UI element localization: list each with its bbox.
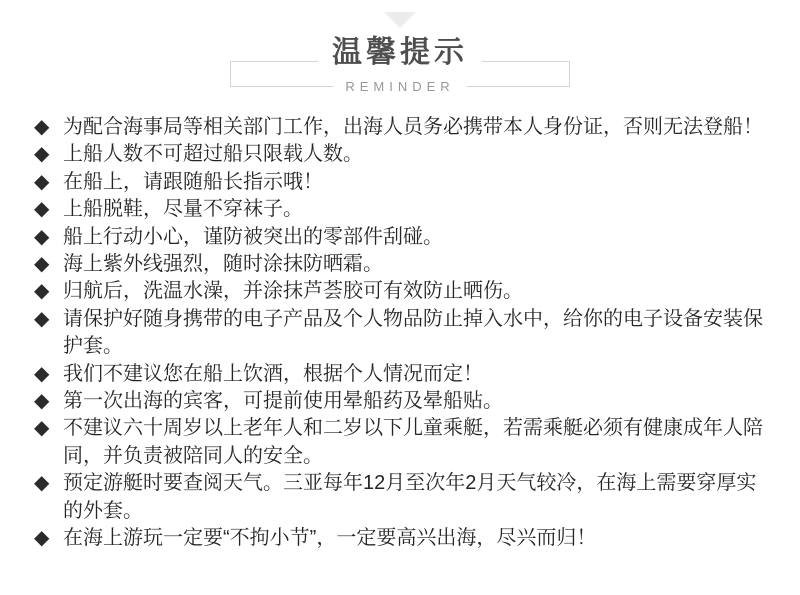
diamond-bullet-icon: ◆	[34, 472, 50, 495]
diamond-bullet-icon: ◆	[34, 307, 50, 330]
tip-item	[34, 224, 766, 251]
tip-text: 第一次出海的宾客，可提前使用晕船药及晕船贴。	[63, 390, 503, 413]
tip-text: 上船脱鞋，尽量不穿袜子。	[63, 198, 303, 221]
tip-item	[34, 196, 766, 223]
tip-item	[34, 470, 766, 525]
diamond-bullet-icon: ◆	[34, 170, 50, 193]
tip-text: 海上紫外线强烈，随时涂抹防晒霜。	[63, 253, 383, 276]
page-subtitle: REMINDER	[333, 80, 466, 93]
diamond-bullet-icon: ◆	[34, 362, 50, 385]
diamond-bullet-icon: ◆	[34, 527, 50, 550]
tip-text: 在船上，请跟随船长指示哦！	[63, 170, 323, 193]
tip-item	[34, 415, 766, 470]
tip-text: 归航后，洗温水澡，并涂抹芦荟胶可有效防止晒伤。	[63, 280, 523, 303]
tip-item	[34, 388, 766, 415]
page-title: 温馨提示	[318, 38, 482, 68]
header-title-frame	[230, 36, 570, 94]
tip-text: 预定游艇时要查阅天气。三亚每年12月至次年2月天气较冷，在海上需要穿厚实的外套。	[63, 472, 757, 522]
diamond-bullet-icon: ◆	[34, 417, 50, 440]
tip-text: 上船人数不可超过船只限载人数。	[63, 143, 363, 166]
triangle-down-icon	[384, 12, 416, 28]
tip-item	[34, 306, 766, 361]
tip-item	[34, 278, 766, 305]
tip-item	[34, 251, 766, 278]
tip-item	[34, 525, 766, 552]
tip-text: 不建议六十周岁以上老年人和二岁以下儿童乘艇，若需乘艇必须有健康成年人陪同，并负责被陪同人的安全。	[63, 417, 763, 467]
tip-item	[34, 114, 766, 141]
tip-item	[34, 361, 766, 388]
tip-text: 船上行动小心，谨防被突出的零部件刮碰。	[63, 225, 443, 248]
tip-text: 我们不建议您在船上饮酒，根据个人情况而定！	[63, 362, 483, 385]
diamond-bullet-icon: ◆	[34, 143, 50, 166]
diamond-bullet-icon: ◆	[34, 225, 50, 248]
diamond-bullet-icon: ◆	[34, 253, 50, 276]
tip-text: 为配合海事局等相关部门工作，出海人员务必携带本人身份证，否则无法登船！	[63, 116, 763, 138]
tip-text: 在海上游玩一定要“不拘小节”，一定要高兴出海，尽兴而归！	[63, 527, 597, 550]
tip-item	[34, 169, 766, 196]
tips-list	[0, 114, 800, 553]
tip-item	[34, 141, 766, 168]
diamond-bullet-icon: ◆	[34, 116, 50, 138]
diamond-bullet-icon: ◆	[34, 390, 50, 413]
diamond-bullet-icon: ◆	[34, 280, 50, 303]
tip-text: 请保护好随身携带的电子产品及个人物品防止掉入水中，给你的电子设备安装保护套。	[63, 307, 763, 358]
diamond-bullet-icon: ◆	[34, 198, 50, 221]
